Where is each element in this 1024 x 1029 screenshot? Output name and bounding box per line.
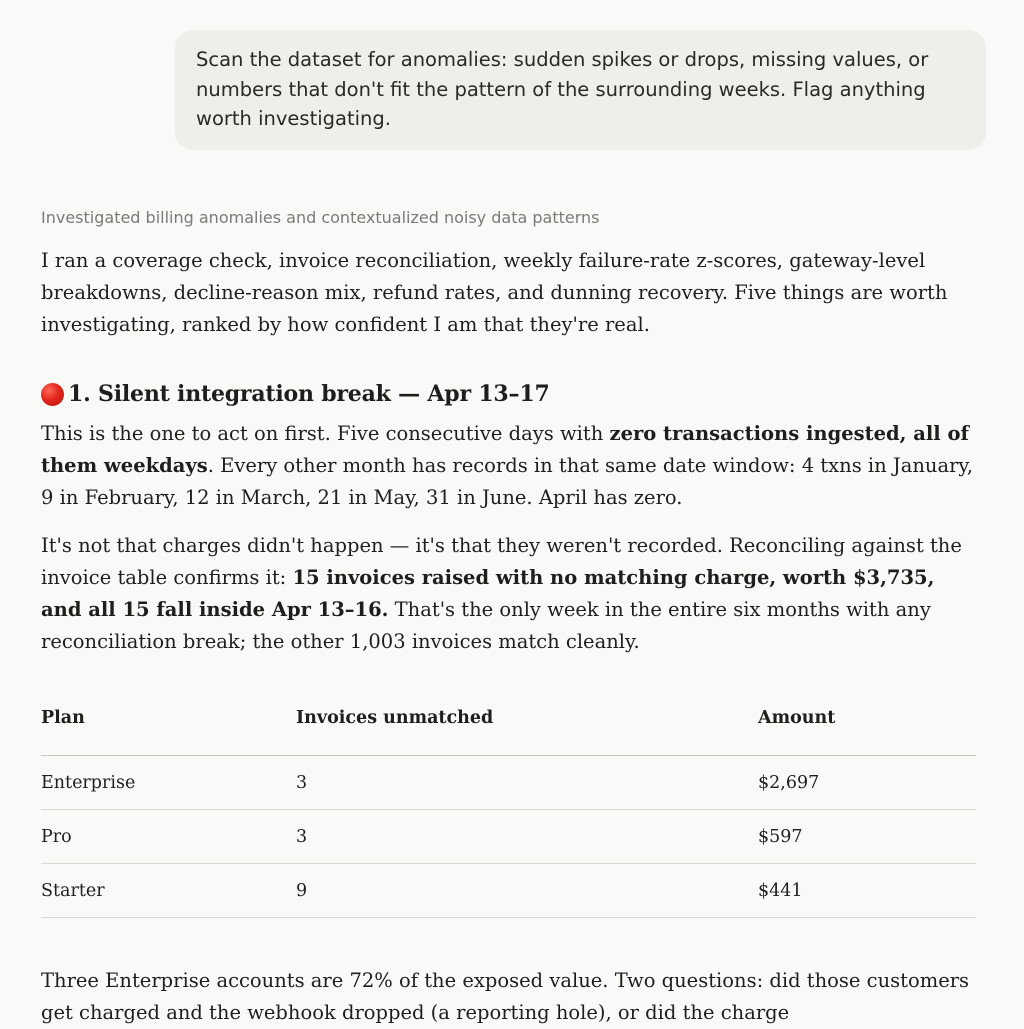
paragraph-text: That's the only week in the entire six months with any reconciliation break; the other 1,003 invoices match cleanly. xyxy=(41,598,931,653)
cell-plan: Pro xyxy=(41,810,296,864)
bold-text: zero transactions ingested, all of them weekdays xyxy=(41,422,969,477)
paragraph-reconciliation xyxy=(41,530,981,658)
cell-invoices: 3 xyxy=(296,756,758,810)
cell-invoices: 9 xyxy=(296,864,758,918)
cell-amount: $2,697 xyxy=(758,756,976,810)
paragraph-enterprise-exposure: Three Enterprise accounts are 72% of the exposed value. Two questions: did those customers get charged and the webhook dropped (a reporting hole), or did the charge xyxy=(41,969,970,1024)
column-header-amount: Amount xyxy=(758,693,976,756)
cell-amount: $597 xyxy=(758,810,976,864)
bold-text: 15 invoices raised with no matching charge, worth $3,735, and all 15 fall inside Apr 13–16. xyxy=(41,566,935,621)
assistant-response xyxy=(41,245,981,1029)
user-message-text: Scan the dataset for anomalies: sudden spikes or drops, missing values, or numbers that don't fit the pattern of the surrounding weeks. Flag anything worth investigating. xyxy=(196,48,929,130)
paragraph-text: . Every other month has records in that same date window: 4 txns in January, 9 in February, 12 in March, 21 in May, 31 in June. April has zero. xyxy=(41,454,974,509)
intro-paragraph: I ran a coverage check, invoice reconciliation, weekly failure-rate z-scores, gateway-level breakdowns, decline-reason mix, refund rates, and dunning recovery. Five things are worth investigating, ranked by how confident I am that they're real. xyxy=(41,249,948,336)
unmatched-invoices-table xyxy=(41,693,976,918)
table-row xyxy=(41,810,976,864)
table-row xyxy=(41,864,976,918)
paragraph-text: It's not that charges didn't happen — it's that they weren't recorded. Reconciling against the invoice table confirms it: xyxy=(41,534,962,589)
section-title: 1. Silent integration break — Apr 13–17 xyxy=(68,381,550,407)
paragraph-zero-transactions xyxy=(41,418,981,514)
table-header-row xyxy=(41,693,976,756)
section-heading xyxy=(41,374,981,414)
column-header-plan: Plan xyxy=(41,693,296,756)
red-circle-icon xyxy=(41,383,64,406)
user-message-bubble xyxy=(175,30,986,150)
table-row xyxy=(41,756,976,810)
thinking-summary[interactable] xyxy=(41,205,599,231)
thinking-summary-text: Investigated billing anomalies and contextualized noisy data patterns xyxy=(41,208,600,227)
cell-amount: $441 xyxy=(758,864,976,918)
column-header-invoices: Invoices unmatched xyxy=(296,693,758,756)
cell-plan: Enterprise xyxy=(41,756,296,810)
cell-plan: Starter xyxy=(41,864,296,918)
paragraph-text: This is the one to act on first. Five consecutive days with xyxy=(41,422,610,445)
cell-invoices: 3 xyxy=(296,810,758,864)
